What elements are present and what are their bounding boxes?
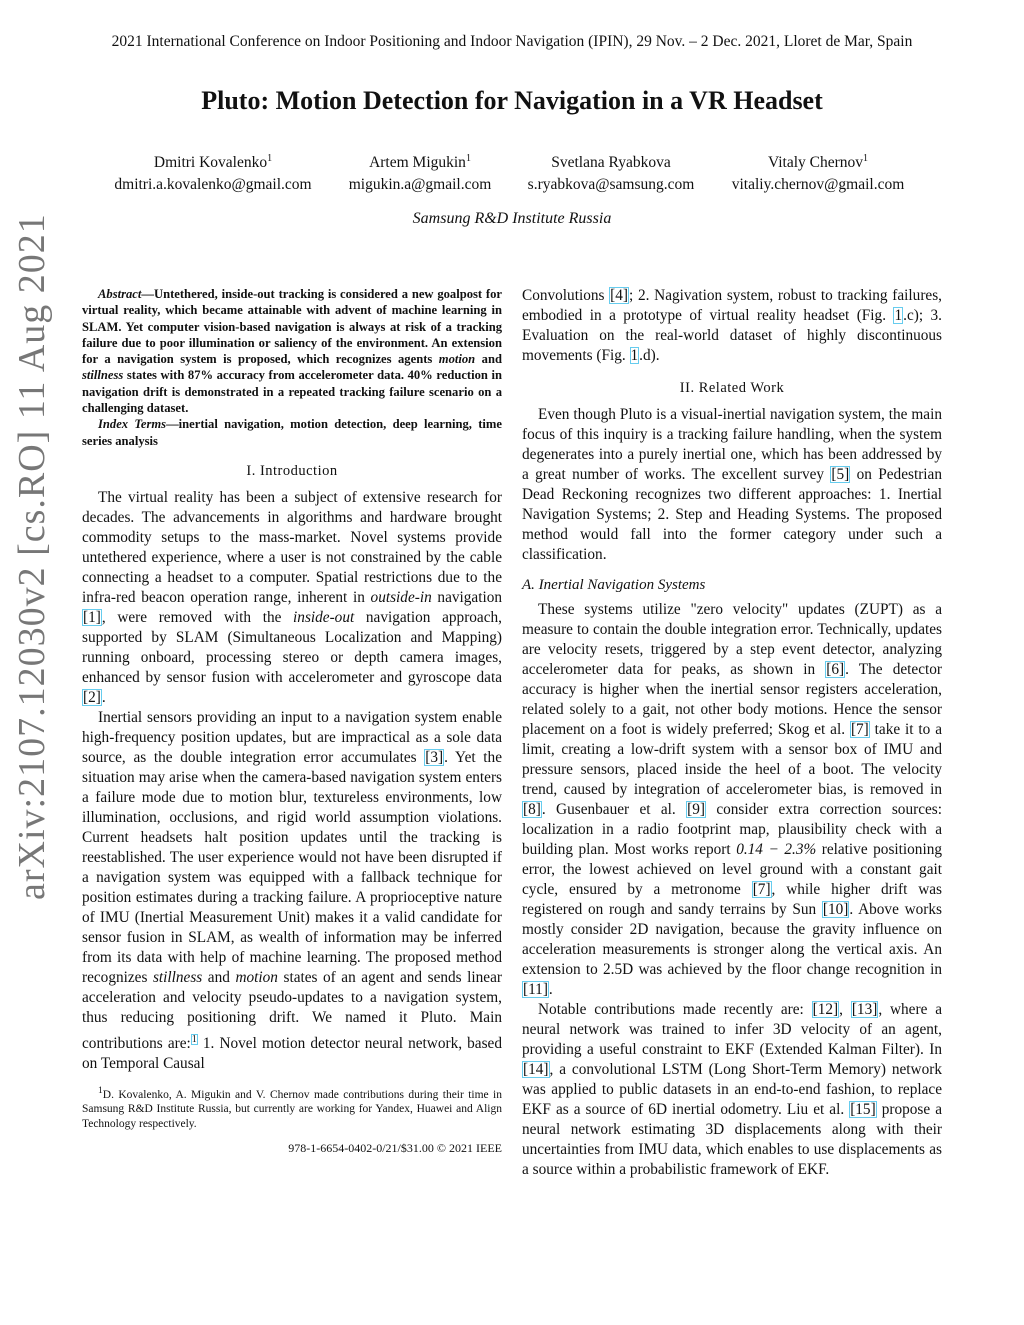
author-name: Dmitri Kovalenko (153, 154, 268, 172)
contributions-continued (522, 286, 942, 366)
abstract-emphasis: stillness (82, 368, 124, 383)
author-sup: 1 (863, 153, 869, 164)
author-name: Vitaly Chernov (767, 154, 864, 172)
index-terms-label: Index Terms (98, 417, 167, 432)
citation-link[interactable]: [14] (523, 1061, 549, 1078)
citation-link[interactable]: [15] (850, 1101, 876, 1118)
affiliation: Samsung R&D Institute Russia (412, 210, 612, 227)
citation-link[interactable]: [9] (687, 801, 705, 818)
index-terms-text: —inertial navigation, motion detection, deep learning, time series analysis (82, 417, 502, 448)
section-heading-introduction: I. Introduction (246, 462, 338, 479)
citation-link[interactable]: [3] (425, 748, 444, 766)
ins-body (522, 600, 942, 1180)
citation-link[interactable]: [13] (851, 1001, 878, 1018)
section-heading-related-work: II. Related Work (679, 380, 785, 396)
author-email: dmitri.a.kovalenko@gmail.com (114, 176, 312, 194)
citation-link[interactable]: [7] (850, 721, 869, 738)
author-block (718, 148, 918, 196)
author-block (98, 148, 328, 196)
citation-link[interactable]: [1] (83, 608, 101, 626)
paragraph: Convolutions [4]; 2. Nagivation system, robust to tracking failures, embodied in a prototype of virtual reality headset (Fig. 1.c); 3. Evaluation on the real-world dataset of highly discontinuous movements (Fig. 1.d). (522, 287, 942, 364)
citation-link[interactable]: [8] (523, 801, 541, 818)
paragraph: These systems utilize "zero velocity" updates (ZUPT) as a measure to contain the double integration error. Technically, updates are velocity resets, triggered by a step event detector, analyzing accelerometer data for peaks, as shown in [6]. The detector accuracy is higher when the inertial sensor registers acceleration, related solely to a gait, not other body motions. Hence the sensor placement on a foot is widely preferred; Skog et al. [7] take it to a limit, creating a low-drift system with a sensor box of IMU and pressure sensors, placed inside the heel of a boot. The velocity trend, caused by integration of accelerometer bias, is removed in [8]. Gusenbauer et al. [9] consider extra correction sources: localization in a radio footprint map, plausibility check with a building plan. Most works report 0.14 − 2.3% relative positioning error, the lowest achieved on level ground with a constant gait cycle, ensured by a metronome [7], while higher drift was registered on rough and sandy terrains by Sun [10]. Above works mostly consider 2D navigation, because the gravity influence on acceleration measurements is stronger along the vertical axis. An extension to 2.5D was achieved by the floor change recognition in [11]. (522, 601, 942, 998)
abstract-emphasis: motion (438, 352, 476, 367)
footnote-link[interactable]: 1 (191, 1033, 197, 1045)
abstract-label: Abstract (98, 287, 142, 301)
abstract-text: states with 87% accuracy from accelerometer data. 40% reduction in navigation drift is demonstrated in a repeated tracking failure scenario on a challenging dataset. (82, 368, 502, 416)
paragraph: The virtual reality has been a subject of extensive research for decades. The advancements in algorithms and hardware brought commodity setups to the mass-market. Novel systems provide untethered experience, where a user is not constrained by the cable connecting a headset to a computer. Spatial restrictions due to the infra-red beacon operation range, inherent in outside-in navigation [1], were removed with the inside-out navigation approach, supported by SLAM (Simultaneous Localization and Mapping) running onboard, processing stereo or depth camera images, enhanced by sensor fusion with accelerometer and gyroscope data [2]. (82, 488, 502, 706)
citation-link[interactable]: [12] (812, 1001, 839, 1018)
author-email: migukin.a@gmail.com (348, 176, 492, 194)
paragraph: Notable contributions made recently are: [12], [13], where a neural network was trained to infer 3D velocity of an agent, providing a useful constraint to EKF (Extended Kalman Filter). In [14], a convolutional LSTM (Long Short-Term Memory) network was applied to public datasets in an end-to-end fashion, to replace EKF as a source of 6D inertial odometry. Liu et al. [15] propose a neural network estimating 3D displacements along with their uncertainties from IMU data, which enables to use displacements as a source within a probabilistic framework of EKF. (522, 1001, 942, 1178)
author-email: vitaliy.chernov@gmail.com (731, 176, 905, 194)
author-sup: 1 (267, 153, 273, 164)
citation-link[interactable]: [7] (752, 881, 771, 898)
citation-link[interactable]: [6] (826, 661, 845, 678)
footnote-mark: 1 (98, 1085, 103, 1097)
conference-header: 2021 International Conference on Indoor Positioning and Indoor Navigation (IPIN), 29 Nov. – 2 Dec. 2021, Lloret de Mar, Spain (111, 33, 913, 50)
citation-link[interactable]: [2] (83, 688, 101, 706)
citation-link[interactable]: [10] (822, 901, 849, 918)
abstract-text: —Untethered, inside-out tracking is considered a new goalpost for virtual reality, which became attainable with advent of machine learning in SLAM. Yet computer vision-based navigation is always at risk of a tracking failure due to poor illumination or saliency of the environment. An extension for a navigation system is proposed, which recognizes agents (82, 287, 502, 367)
citation-link[interactable]: [5] (831, 466, 850, 483)
math-expression: 0.14 − 2.3% (736, 841, 817, 858)
author-name: Svetlana Ryabkova (551, 154, 671, 172)
author-name: Artem Migukin (369, 154, 466, 172)
left-column (82, 286, 502, 1156)
right-column (522, 286, 942, 1180)
figure-link[interactable]: 1 (894, 307, 903, 324)
subsection-heading-ins: A. Inertial Navigation Systems (522, 577, 706, 593)
figure-link[interactable]: 1 (630, 347, 639, 364)
footnote-text: D. Kovalenko, A. Migukin and V. Chernov made contributions during their time in Samsung R&D Institute Russia, but currently are working for Yandex, Huawei and Align Technology respectively. (82, 1088, 502, 1130)
abstract-text: and (475, 352, 502, 367)
copyright-notice: 978-1-6654-0402-0/21/$31.00 © 2021 IEEE (288, 1141, 502, 1156)
introduction-body (82, 488, 502, 1074)
paragraph: Inertial sensors providing an input to a navigation system enable high-frequency position updates, but are impractical as a sole data source, as the double integration error accumulates [3]. Yet the situation may arise when the camera-based navigation system enters a failure mode due to motion blur, textureless environments, low illumination, occlusions, and rigid world assumption violations. Current headsets halt position updates until the tracking is reestablished. The user experience would not have been disrupted if a navigation system was equipped with a fallback technique for position estimates during a tracking failure. A proprioceptive nature of IMU (Inertial Measurement Unit) makes it a valid candidate for sensor fusion in SLAM, as wealth of information may be inferred from its data with help of machine learning. The proposed method recognizes stillness and motion states of an agent and sends linear acceleration and velocity pseudo-updates to a navigation system, thus reducing positioning drift. We named it Pluto. Main contributions are:$^1$ 1. Novel motion detector neural network, based on Temporal Causal (82, 708, 502, 1073)
abstract (82, 286, 502, 449)
author-email: s.ryabkova@samsung.com (527, 176, 695, 194)
citation-link[interactable]: [4] (610, 287, 629, 304)
arxiv-watermark: arXiv:2107.12030v2 [cs.RO] 11 Aug 2021 (11, 213, 53, 900)
author-sup: 1 (465, 153, 471, 164)
paper-title: Pluto: Motion Detection for Navigation in a VR Headset (201, 86, 823, 115)
author-block (516, 148, 706, 196)
citation-link[interactable]: [11] (523, 981, 548, 998)
footnote (82, 1084, 502, 1131)
author-block (335, 148, 505, 196)
related-work-body (522, 405, 942, 565)
paragraph: Even though Pluto is a visual-inertial navigation system, the main focus of this inquiry is a tracking failure handling, when the system degenerates into a purely inertial one, which has been addressed by a great number of works. The excellent survey [5] on Pedestrian Dead Reckoning recognizes two different approaches: 1. Inertial Navigation Systems; 2. Step and Heading Systems. The proposed method would fall into the former category under such a classification. (522, 406, 942, 563)
